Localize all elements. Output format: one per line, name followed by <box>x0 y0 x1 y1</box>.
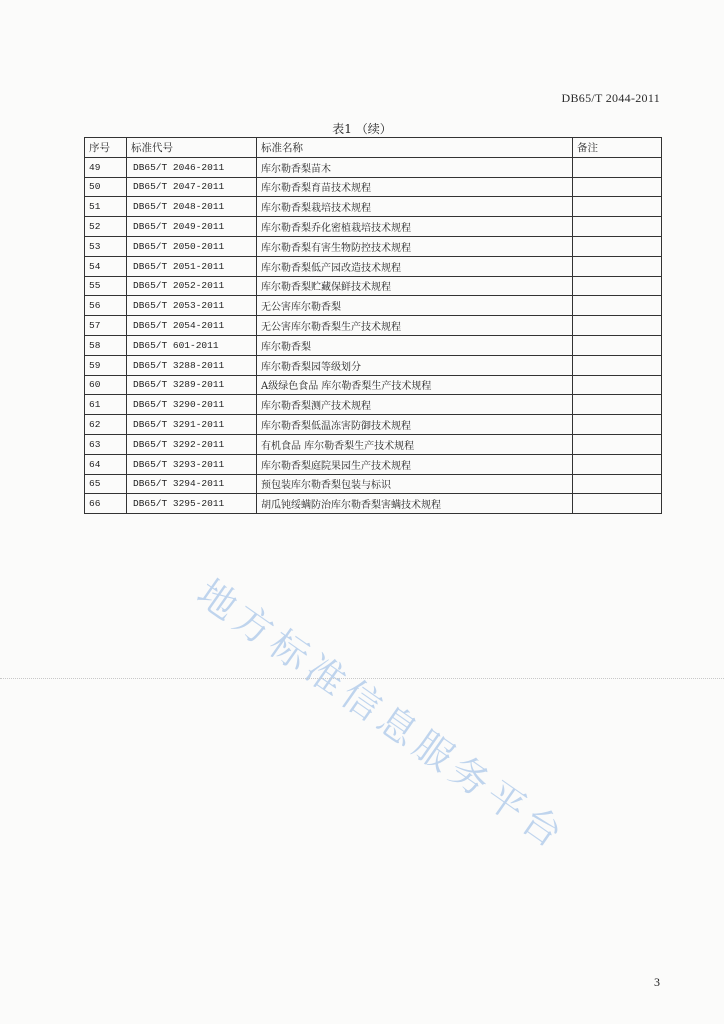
standards-table <box>84 137 662 514</box>
row-seq-cell: 55 <box>85 276 127 296</box>
row-name-cell: 库尔勒香梨苗木 <box>257 157 573 177</box>
table-row <box>85 474 662 494</box>
scan-artifact-line <box>0 678 724 679</box>
table-row <box>85 395 662 415</box>
row-seq-cell: 61 <box>85 395 127 415</box>
row-name-cell: 库尔勒香梨 <box>257 335 573 355</box>
row-code-cell: DB65/T 3289-2011 <box>127 375 257 395</box>
row-name-cell: 有机食品 库尔勒香梨生产技术规程 <box>257 434 573 454</box>
row-code-cell: DB65/T 2053-2011 <box>127 296 257 316</box>
watermark: 地方标准信息服务平台 <box>189 570 575 860</box>
row-note-cell <box>573 395 662 415</box>
table-row <box>85 157 662 177</box>
table-row <box>85 197 662 217</box>
row-note-cell <box>573 276 662 296</box>
row-name-cell: 无公害库尔勒香梨生产技术规程 <box>257 316 573 336</box>
row-note-cell <box>573 494 662 514</box>
table-row <box>85 434 662 454</box>
row-code-cell: DB65/T 3288-2011 <box>127 355 257 375</box>
row-seq-cell: 66 <box>85 494 127 514</box>
row-code-cell: DB65/T 3295-2011 <box>127 494 257 514</box>
row-seq-cell: 58 <box>85 335 127 355</box>
row-code-cell: DB65/T 3290-2011 <box>127 395 257 415</box>
table-caption: 表1 （续） <box>332 122 392 136</box>
row-seq-cell: 60 <box>85 375 127 395</box>
row-seq-cell: 63 <box>85 434 127 454</box>
row-name-cell: 库尔勒香梨有害生物防控技术规程 <box>257 236 573 256</box>
row-name-cell: A级绿色食品 库尔勒香梨生产技术规程 <box>257 375 573 395</box>
row-note-cell <box>573 177 662 197</box>
row-code-cell: DB65/T 2046-2011 <box>127 157 257 177</box>
row-seq-cell: 49 <box>85 157 127 177</box>
row-seq-cell: 59 <box>85 355 127 375</box>
table-row <box>85 217 662 237</box>
row-code-cell: DB65/T 2051-2011 <box>127 256 257 276</box>
row-code-cell: DB65/T 2047-2011 <box>127 177 257 197</box>
row-seq-cell: 65 <box>85 474 127 494</box>
row-name-cell: 库尔勒香梨低产园改造技术规程 <box>257 256 573 276</box>
row-seq-cell: 62 <box>85 415 127 435</box>
table-row <box>85 335 662 355</box>
row-code-cell: DB65/T 2054-2011 <box>127 316 257 336</box>
column-header-seq: 序号 <box>85 138 127 158</box>
row-code-cell: DB65/T 2048-2011 <box>127 197 257 217</box>
table-header-row <box>85 138 662 158</box>
row-seq-cell: 50 <box>85 177 127 197</box>
row-note-cell <box>573 296 662 316</box>
row-code-cell: DB65/T 3293-2011 <box>127 454 257 474</box>
row-code-cell: DB65/T 3294-2011 <box>127 474 257 494</box>
table-row <box>85 236 662 256</box>
row-code-cell: DB65/T 2050-2011 <box>127 236 257 256</box>
row-note-cell <box>573 454 662 474</box>
row-name-cell: 库尔勒香梨园等级划分 <box>257 355 573 375</box>
column-header-name: 标准名称 <box>257 138 573 158</box>
row-name-cell: 无公害库尔勒香梨 <box>257 296 573 316</box>
row-code-cell: DB65/T 601-2011 <box>127 335 257 355</box>
row-name-cell: 库尔勒香梨低温冻害防御技术规程 <box>257 415 573 435</box>
row-code-cell: DB65/T 2052-2011 <box>127 276 257 296</box>
page-number: 3 <box>654 975 660 989</box>
row-name-cell: 预包装库尔勒香梨包装与标识 <box>257 474 573 494</box>
column-header-code: 标准代号 <box>127 138 257 158</box>
table-row <box>85 316 662 336</box>
row-name-cell: 库尔勒香梨测产技术规程 <box>257 395 573 415</box>
table-row <box>85 355 662 375</box>
row-note-cell <box>573 157 662 177</box>
row-seq-cell: 53 <box>85 236 127 256</box>
table-row <box>85 276 662 296</box>
column-header-note: 备注 <box>573 138 662 158</box>
row-name-cell: 库尔勒香梨乔化密植栽培技术规程 <box>257 217 573 237</box>
row-note-cell <box>573 197 662 217</box>
row-name-cell: 库尔勒香梨贮藏保鲜技术规程 <box>257 276 573 296</box>
row-note-cell <box>573 316 662 336</box>
table-row <box>85 415 662 435</box>
row-seq-cell: 57 <box>85 316 127 336</box>
row-code-cell: DB65/T 3292-2011 <box>127 434 257 454</box>
row-name-cell: 库尔勒香梨庭院果园生产技术规程 <box>257 454 573 474</box>
table-row <box>85 256 662 276</box>
row-seq-cell: 51 <box>85 197 127 217</box>
row-seq-cell: 64 <box>85 454 127 474</box>
table-row <box>85 375 662 395</box>
table-row <box>85 494 662 514</box>
row-note-cell <box>573 335 662 355</box>
row-note-cell <box>573 415 662 435</box>
table-row <box>85 177 662 197</box>
row-note-cell <box>573 434 662 454</box>
row-note-cell <box>573 217 662 237</box>
row-seq-cell: 54 <box>85 256 127 276</box>
row-seq-cell: 56 <box>85 296 127 316</box>
row-code-cell: DB65/T 2049-2011 <box>127 217 257 237</box>
table-row <box>85 454 662 474</box>
row-name-cell: 胡瓜钝绥螨防治库尔勒香梨害螨技术规程 <box>257 494 573 514</box>
table-body <box>85 157 662 513</box>
row-name-cell: 库尔勒香梨育苗技术规程 <box>257 177 573 197</box>
row-name-cell: 库尔勒香梨栽培技术规程 <box>257 197 573 217</box>
row-note-cell <box>573 375 662 395</box>
row-note-cell <box>573 236 662 256</box>
table-row <box>85 296 662 316</box>
row-note-cell <box>573 256 662 276</box>
row-code-cell: DB65/T 3291-2011 <box>127 415 257 435</box>
row-note-cell <box>573 474 662 494</box>
row-note-cell <box>573 355 662 375</box>
document-code-header: DB65/T 2044-2011 <box>561 91 660 105</box>
row-seq-cell: 52 <box>85 217 127 237</box>
